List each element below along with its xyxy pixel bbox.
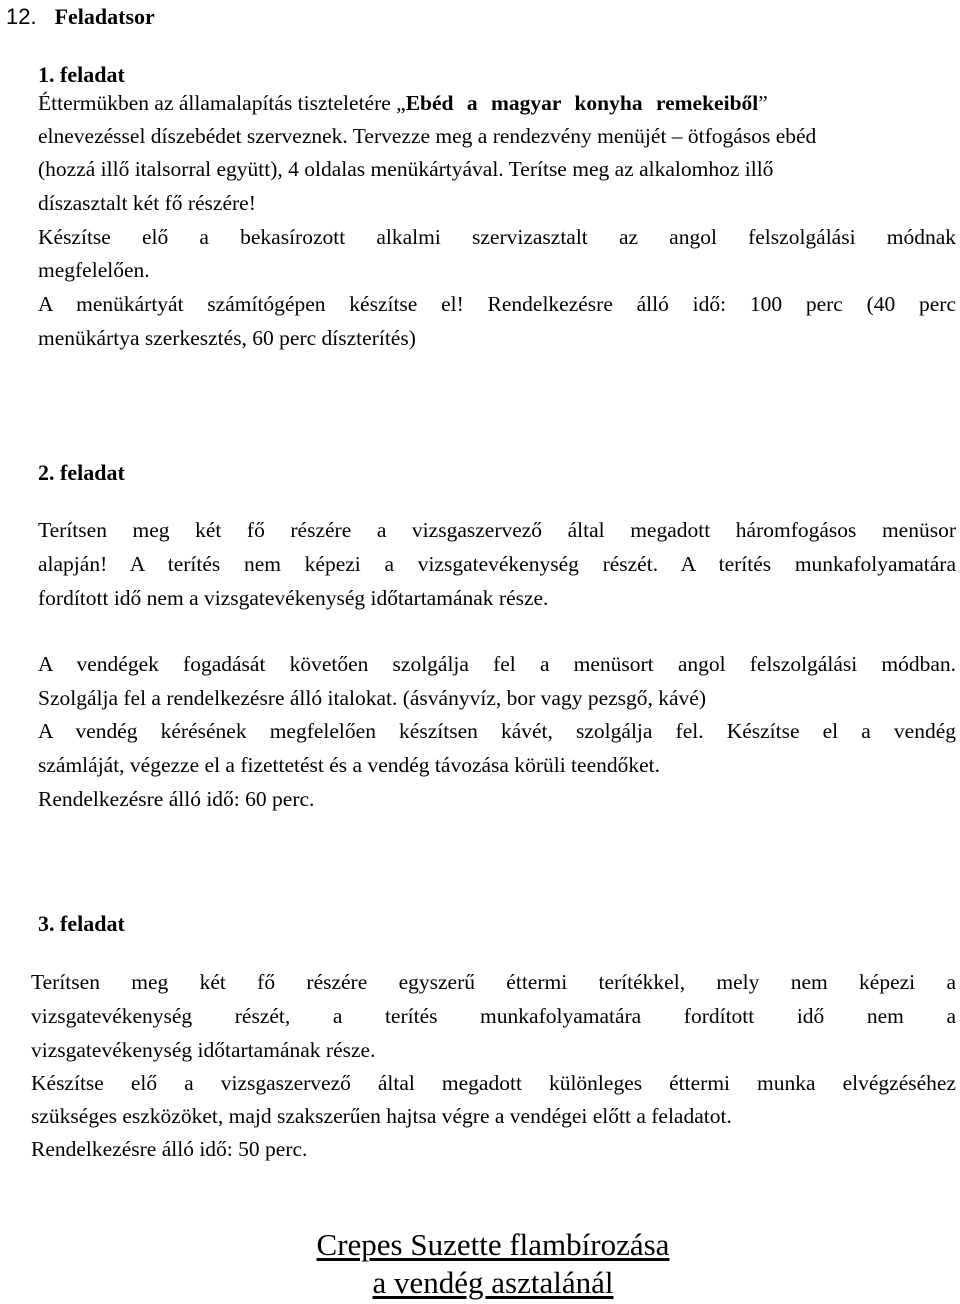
task2-line-3: fordított idő nem a vizsgatevékenység időtartamának része. — [38, 586, 549, 610]
task1-line-4: díszasztalt két fő részére! — [38, 191, 256, 215]
task1-line-3: (hozzá illő italsorral együtt), 4 oldalas menükártyával. Terítse meg az alkalomhoz illő — [38, 157, 774, 181]
task3-line-4: Készítse elő a vizsgaszervező által megadott különleges éttermi munka elvégzéséhez — [31, 1071, 956, 1095]
task3-line-3: vizsgatevékenység időtartamának része. — [31, 1038, 376, 1062]
task3-title: 3. feladat — [38, 911, 125, 936]
task1-line-5: Készítse elő a bekasírozott alkalmi szervizasztalt az angol felszolgálási módnak — [38, 225, 956, 249]
section-title: Feladatsor — [54, 4, 155, 29]
section-number: 12. — [6, 4, 37, 29]
task1-line-1 — [38, 91, 956, 116]
task2-line-4: A vendégek fogadását követően szolgálja fel a menüsort angol felszolgálási módban. — [38, 652, 956, 676]
document-heading — [6, 4, 155, 30]
task2-line-2: alapján! A terítés nem képezi a vizsgatevékenység részét. A terítés munkafolyamatára — [38, 552, 956, 576]
task2-line-5: Szolgálja fel a rendelkezésre álló italokat. (ásványvíz, bor vagy pezsgő, kávé) — [38, 686, 707, 710]
task1-line-8: menükártya szerkesztés, 60 perc díszterítés) — [38, 326, 416, 350]
task3-line-5: szükséges eszközöket, majd szakszerűen hajtsa végre a vendégei előtt a feladatot. — [31, 1104, 732, 1128]
task1-line-6: megfelelően. — [38, 258, 150, 282]
task1-bold-close: ” — [758, 91, 768, 115]
task2-line-6: A vendég kérésének megfelelően készítsen kávét, szolgálja fel. Készítse el a vendég — [38, 719, 956, 743]
task1-line-1-text: Éttermükben az államalapítás tiszteletére „ — [38, 91, 406, 115]
task1-line-2: elnevezéssel díszebédet szerveznek. Tervezze meg a rendezvény menüjét – ötfogásos ebéd — [38, 124, 817, 148]
task2-title: 2. feladat — [38, 460, 125, 485]
task1-title: 1. feladat — [38, 62, 125, 87]
task2-line-1: Terítsen meg két fő részére a vizsgaszervező által megadott háromfogásos menüsor — [38, 518, 956, 542]
task3-line-6: Rendelkezésre álló idő: 50 perc. — [31, 1137, 308, 1161]
task3-line-1: Terítsen meg két fő részére egyszerű éttermi terítékkel, mely nem képezi a — [31, 970, 956, 994]
task1-line-7: A menükártyát számítógépen készítse el! Rendelkezésre álló idő: 100 perc (40 perc — [38, 292, 956, 316]
task1-bold-phrase: Ebéd a magyar konyha remekeiből — [405, 91, 759, 115]
task2-line-7: számláját, végezze el a fizettetést és a vendég távozása körüli teendőket. — [38, 753, 660, 777]
final-title-line-1: Crepes Suzette flambírozása — [316, 1227, 670, 1262]
final-title-line-2: a vendég asztalánál — [372, 1265, 614, 1300]
task3-line-2: vizsgatevékenység részét, a terítés munkafolyamatára fordított idő nem a — [31, 1004, 956, 1028]
task2-line-8: Rendelkezésre álló idő: 60 perc. — [38, 787, 315, 811]
